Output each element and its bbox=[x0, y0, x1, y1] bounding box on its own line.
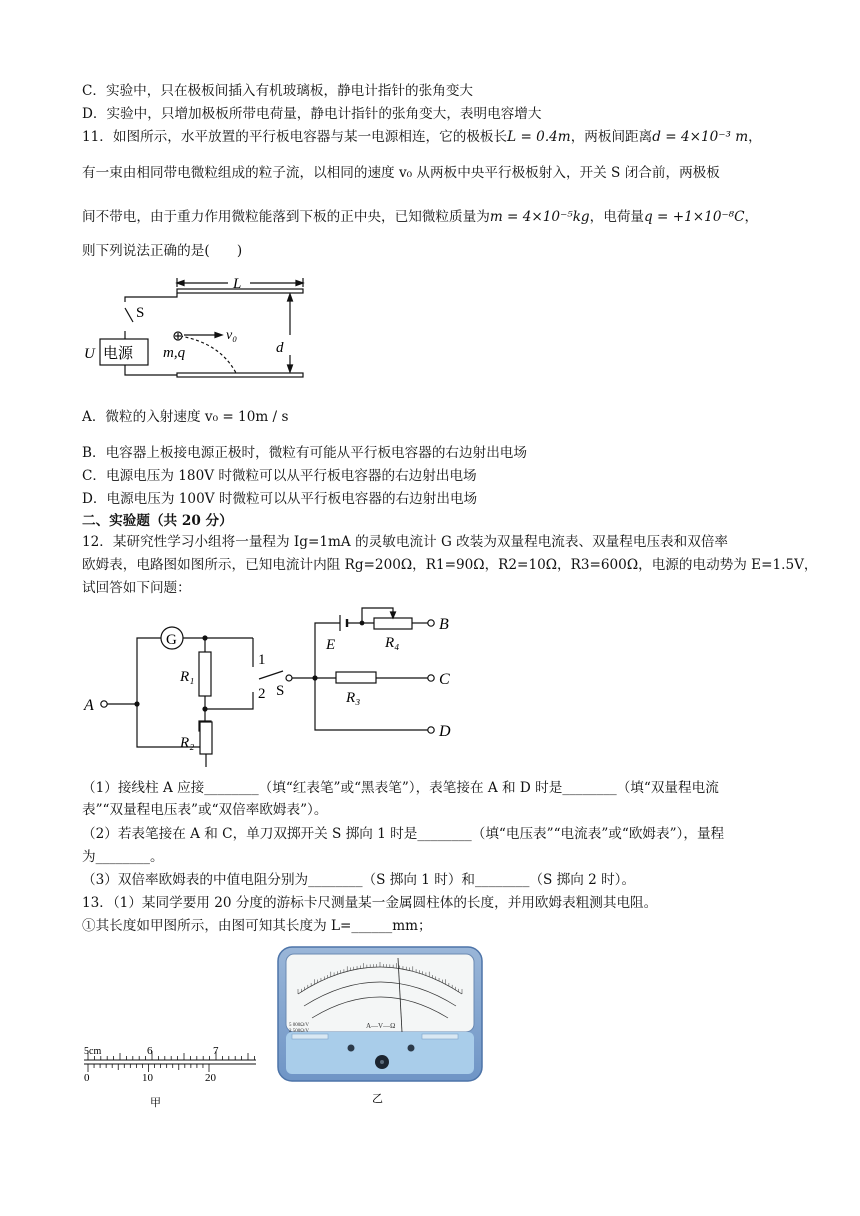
caliper-5cm-label: 5cm bbox=[84, 1046, 102, 1057]
resistor-r2 bbox=[199, 721, 213, 767]
dial-scale-label: A—V—Ω bbox=[366, 1022, 396, 1030]
option-d: D．实验中，只增加极板所带电荷量，静电计指针的张角变大，表明电容增大 bbox=[82, 106, 542, 122]
q11-line3 bbox=[82, 207, 758, 227]
label-U: U bbox=[84, 346, 95, 362]
caliper-7-label: 7 bbox=[213, 1045, 219, 1057]
label-d: d bbox=[276, 340, 284, 356]
q11-text-a: 11．如图所示，水平放置的平行板电容器与某一电源相连，它的极板长 bbox=[82, 129, 508, 145]
label-R2: R₂ bbox=[180, 735, 195, 751]
q11-line2: 有一束由相同带电微粒组成的粒子流，以相同的速度 v₀ 从两板中央平行极板射入，开关 S 闭合前，两极板 bbox=[82, 165, 720, 181]
q11-option-a: A．微粒的入射速度 v₀ = 10m / s bbox=[82, 409, 289, 425]
label-S: S bbox=[136, 305, 145, 321]
vernier-caliper-figure bbox=[80, 1040, 265, 1110]
q12-line3: 试回答如下问题： bbox=[82, 580, 191, 596]
label-terminal-B: B bbox=[439, 616, 449, 633]
label-switch-2: 2 bbox=[258, 686, 266, 702]
q12-line1: 12．某研究性学习小组将一量程为 Ig=1mA 的灵敏电流计 G 改装为双量程电流表、双量程电压表和双倍率 bbox=[82, 534, 729, 550]
q11-option-d: D．电源电压为 100V 时微粒可以从平行板电容器的右边射出电场 bbox=[82, 491, 478, 507]
label-terminal-A: A bbox=[84, 697, 94, 714]
label-terminal-D: D bbox=[439, 723, 451, 740]
label-switch-S: S bbox=[276, 683, 285, 699]
label-power-source: 电源 bbox=[103, 346, 134, 362]
label-L: L bbox=[233, 276, 242, 292]
q11-distance: d = 4×10⁻³ m bbox=[652, 129, 749, 145]
q11-option-c: C．电源电压为 180V 时微粒可以从平行板电容器的右边射出电场 bbox=[82, 468, 477, 484]
caliper-6-label: 6 bbox=[147, 1045, 153, 1057]
label-mq: m,q bbox=[163, 345, 186, 361]
q13-line2: ①其长度如甲图所示，由图可知其长度为 L=______mm； bbox=[82, 918, 432, 934]
q12-part2-b: 为________。 bbox=[82, 849, 164, 865]
label-G: G bbox=[166, 632, 177, 648]
figure-caption-yi: 乙 bbox=[372, 1093, 383, 1105]
dial-spec-2: 2 500Ω/V bbox=[289, 1029, 309, 1034]
label-terminal-C: C bbox=[439, 671, 450, 688]
q11-line1 bbox=[82, 127, 762, 147]
vernier-0-label: 0 bbox=[84, 1072, 90, 1084]
q11-length: L = 0.4m bbox=[507, 129, 571, 145]
label-switch-1: 1 bbox=[258, 652, 266, 668]
label-R3: R₃ bbox=[346, 690, 361, 706]
label-v0: v₀ bbox=[226, 328, 238, 343]
figure-caption-jia: 甲 bbox=[150, 1097, 161, 1109]
q12-part1-b: 表”“双量程电压表”或“双倍率欧姆表”）。 bbox=[82, 802, 328, 818]
q11-charge: q = +1×10⁻⁸C bbox=[644, 209, 745, 225]
q11-text-3a: 间不带电，由于重力作用微粒能落到下板的正中央，已知微粒质量为 bbox=[82, 209, 490, 225]
label-R1: R₁ bbox=[180, 669, 195, 685]
q11-text-b: ，两板间距离 bbox=[570, 129, 653, 145]
label-E: E bbox=[326, 637, 336, 653]
capacitor-circuit-figure bbox=[80, 275, 320, 390]
multimeter-circuit-figure bbox=[80, 605, 480, 775]
q12-part2-a: （2）若表笔接在 A 和 C，单刀双掷开关 S 掷向 1 时是________（填“电压表”“电流表”或“欧姆表”），量程 bbox=[82, 826, 725, 842]
q12-part1-a: （1）接线柱 A 应接________（填“红表笔”或“黑表笔”），表笔接在 A 和 D 时是________（填“双量程电流 bbox=[82, 780, 719, 796]
q11-line4: 则下列说法正确的是( ) bbox=[82, 243, 243, 259]
q11-mass: m = 4×10⁻⁵kg bbox=[489, 209, 590, 225]
q12-line2: 欧姆表，电路图如图所示，已知电流计内阻 Rg=200Ω，R1=90Ω，R2=10Ω，R3=600Ω，电源的电动势为 E=1.5V， bbox=[82, 557, 818, 573]
q12-part3: （3）双倍率欧姆表的中值电阻分别为________（S 掷向 1 时）和________（S 掷向 2 时）。 bbox=[82, 872, 636, 888]
q13-line1: 13．（1）某同学要用 20 分度的游标卡尺测量某一金属圆柱体的长度，并用欧姆表粗测其电阻。 bbox=[82, 895, 658, 911]
label-R4: R₄ bbox=[385, 635, 400, 651]
q11-text-3b: ，电荷量 bbox=[589, 209, 645, 225]
q11-option-b: B．电容器上板接电源正极时，微粒有可能从平行板电容器的右边射出电场 bbox=[82, 445, 527, 461]
vernier-20-label: 20 bbox=[205, 1072, 216, 1084]
vernier-10-label: 10 bbox=[142, 1072, 153, 1084]
option-c: C．实验中，只在极板间插入有机玻璃板，静电计指针的张角变大 bbox=[82, 83, 474, 99]
q11-text-c: ， bbox=[748, 129, 762, 145]
section-heading: 二、实验题（共 20 分） bbox=[82, 513, 233, 529]
dial-spec-1: 5 000Ω/V bbox=[289, 1023, 309, 1028]
q11-text-3c: ， bbox=[744, 209, 759, 225]
multimeter-dial-figure bbox=[276, 944, 486, 1109]
